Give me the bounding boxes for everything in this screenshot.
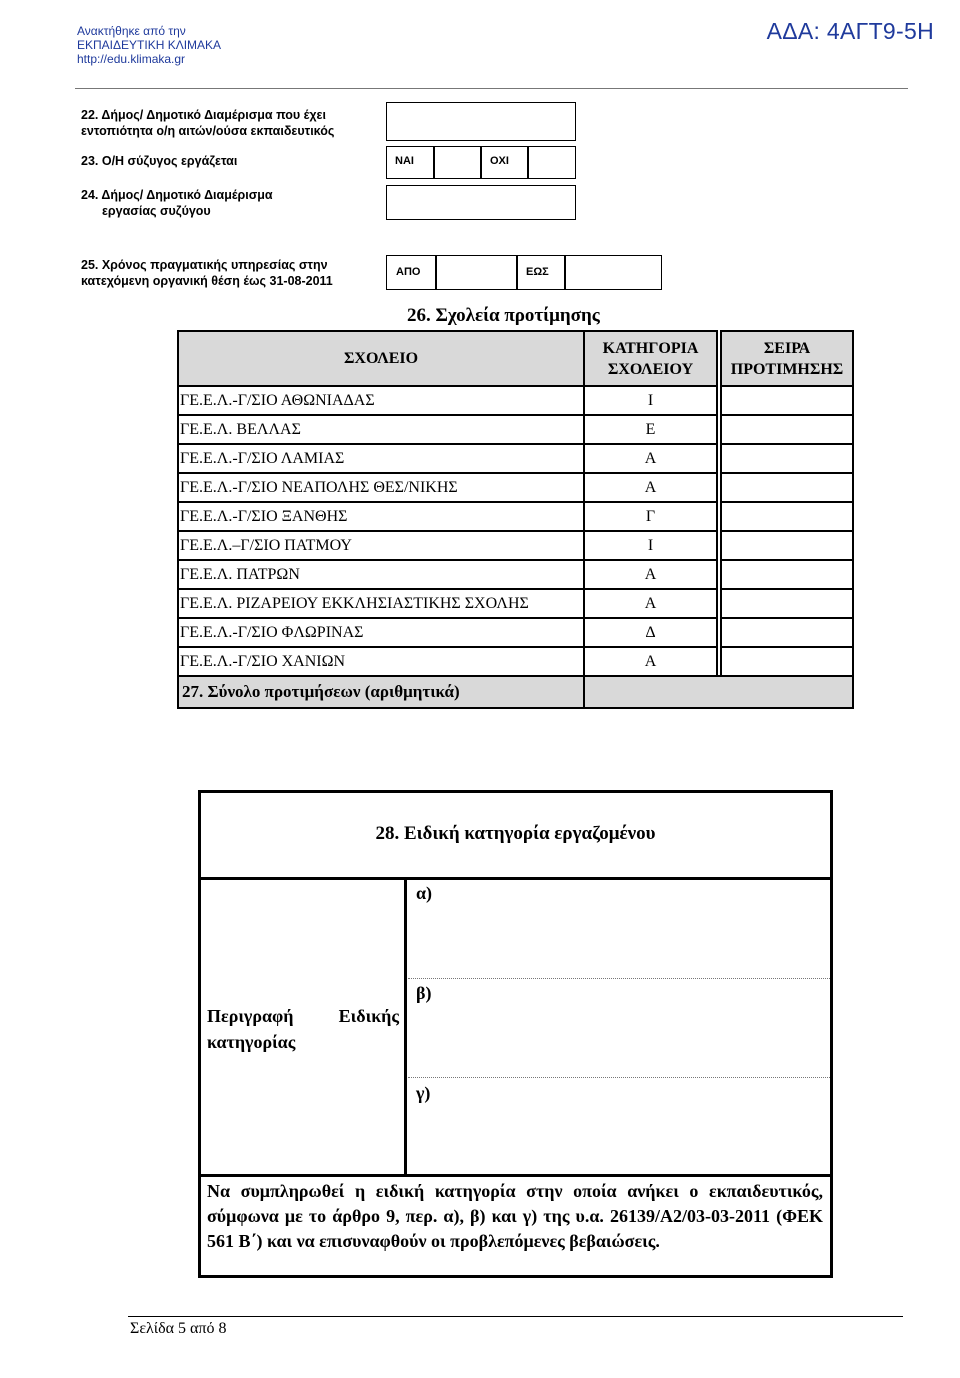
page-number: Σελίδα 5 από 8: [130, 1320, 227, 1337]
table-row: [178, 444, 853, 473]
q22-label: [81, 107, 334, 139]
q23-options: [386, 146, 576, 179]
item-a-input[interactable]: [410, 905, 828, 975]
col-school-header: ΣΧΟΛΕΙΟ: [178, 331, 584, 386]
col-category-header: [584, 331, 717, 386]
col-category-line: ΚΑΤΗΓΟΡΙΑ: [602, 339, 699, 357]
source-line: Ανακτήθηκε από την: [77, 24, 186, 38]
school-name: ΓΕ.Ε.Λ. ΠΑΤΡΩΝ: [178, 560, 584, 589]
school-name: ΓΕ.Ε.Λ. ΡΙΖΑΡΕΙΟΥ ΕΚΚΛΗΣΙΑΣΤΙΚΗΣ ΣΧΟΛΗΣ: [178, 589, 584, 618]
footer-divider: [128, 1316, 903, 1317]
total-value-cell[interactable]: [584, 676, 853, 708]
preference-order-input[interactable]: [721, 560, 853, 589]
cell-divider: [480, 147, 482, 178]
q25-period: [386, 255, 662, 290]
item-divider: [408, 1077, 830, 1078]
school-category: Γ: [584, 502, 717, 531]
preference-order-input[interactable]: [721, 502, 853, 531]
item-c-input[interactable]: [410, 1105, 828, 1170]
school-category: Δ: [584, 618, 717, 647]
preference-order-input[interactable]: [721, 589, 853, 618]
section26-title: 26. Σχολεία προτίμησης: [407, 305, 600, 326]
table-row: [178, 415, 853, 444]
school-category: Α: [584, 444, 717, 473]
q25-label-line: κατεχόμενη οργανική θέση έως 31-08-2011: [81, 274, 333, 288]
preference-order-input[interactable]: [721, 444, 853, 473]
school-category: Ι: [584, 386, 717, 415]
school-name: ΓΕ.Ε.Λ.-Γ/ΣΙΟ ΑΘΩΝΙΑΔΑΣ: [178, 386, 584, 415]
col-category-line: ΣΧΟΛΕΙΟΥ: [607, 360, 694, 378]
school-category: Α: [584, 647, 717, 676]
q24-label-line: εργασίας συζύγου: [102, 204, 211, 218]
source-notice: [77, 24, 221, 66]
q24-input[interactable]: [386, 185, 576, 220]
preference-order-input[interactable]: [721, 386, 853, 415]
q22-input[interactable]: [386, 102, 576, 141]
school-name: ΓΕ.Ε.Λ.-Γ/ΣΙΟ ΝΕΑΠΟΛΗΣ ΘΕΣ/ΝΙΚΗΣ: [178, 473, 584, 502]
header-divider: [75, 88, 908, 89]
q24-label-line: 24. Δήμος/ Δημοτικό Διαμέρισμα: [81, 188, 273, 202]
source-link[interactable]: http://edu.klimaka.gr: [77, 52, 186, 66]
cell-divider: [516, 256, 518, 289]
table-row: [178, 647, 853, 676]
q23-yes-checkbox[interactable]: [435, 148, 479, 177]
q23-no-label: ΟΧΙ: [490, 155, 509, 167]
preference-order-input[interactable]: [721, 647, 853, 676]
school-name: ΓΕ.Ε.Λ.-Γ/ΣΙΟ ΦΛΩΡΙΝΑΣ: [178, 618, 584, 647]
school-name: ΓΕ.Ε.Λ. ΒΕΛΛΑΣ: [178, 415, 584, 444]
col-order-line: ΠΡΟΤΙΜΗΣΗΣ: [730, 360, 844, 378]
section28-note: Να συμπληρωθεί η ειδική κατηγορία στην οποία ανήκει ο εκπαιδευτικός, σύμφωνα με το άρθρο 9, περ. α), β) και γ) της υ.α. 26139/Α2/03-03-2011 (ΦΕΚ 561 Β΄) και να επισυναφθούν οι προβλεπόμενες βεβαιώσεις.: [207, 1181, 823, 1251]
total-row: [178, 676, 853, 708]
q24-label: [81, 187, 273, 219]
preference-order-input[interactable]: [721, 473, 853, 502]
q22-label-line: εντοπιότητα ο/η αιτών/ούσα εκπαιδευτικός: [81, 124, 335, 138]
preferences-table: [177, 330, 854, 709]
table-row: [178, 531, 853, 560]
source-line: ΕΚΠΑΙΔΕΥΤΙΚΗ ΚΛΙΜΑΚΑ: [77, 38, 222, 52]
table-row: [178, 618, 853, 647]
q23-yes-label: ΝΑΙ: [395, 155, 414, 167]
school-category: Ε: [584, 415, 717, 444]
item-divider: [408, 978, 830, 979]
q25-from-label: ΑΠΟ: [396, 266, 421, 278]
table-row: [178, 560, 853, 589]
school-category: Α: [584, 589, 717, 618]
item-b-input[interactable]: [410, 1005, 828, 1075]
q25-label-line: 25. Χρόνος πραγματικής υπηρεσίας στην: [81, 258, 328, 272]
table-row: [178, 589, 853, 618]
table-row: [178, 386, 853, 415]
school-category: Ι: [584, 531, 717, 560]
item-a-label: α): [416, 883, 433, 903]
col-order-header: [721, 331, 853, 386]
q25-from-input[interactable]: [437, 257, 515, 288]
ada-code: ΑΔΑ: 4ΑΓΤ9-5Η: [766, 18, 934, 44]
q22-label-line: 22. Δήμος/ Δημοτικό Διαμέρισμα που έχει: [81, 108, 326, 122]
q23-label: 23. Ο/Η σύζυγος εργάζεται: [81, 154, 238, 168]
item-c-label: γ): [416, 1083, 431, 1103]
school-name: ΓΕ.Ε.Λ.-Γ/ΣΙΟ ΛΑΜΙΑΣ: [178, 444, 584, 473]
table-header-row: [178, 331, 853, 386]
col-order-line: ΣΕΙΡΑ: [763, 339, 811, 357]
table-row: [178, 502, 853, 531]
q25-to-label: ΕΩΣ: [526, 266, 549, 278]
preference-order-input[interactable]: [721, 618, 853, 647]
total-label: 27. Σύνολο προτιμήσεων (αριθμητικά): [178, 676, 584, 708]
q23-no-checkbox[interactable]: [529, 148, 574, 177]
school-name: ΓΕ.Ε.Λ.–Γ/ΣΙΟ ΠΑΤΜΟΥ: [178, 531, 584, 560]
q25-label: [81, 257, 333, 289]
description-label: Περιγραφή Ειδικής κατηγορίας: [207, 1006, 399, 1052]
school-category: Α: [584, 473, 717, 502]
school-name: ΓΕ.Ε.Λ.-Γ/ΣΙΟ ΧΑΝΙΩΝ: [178, 647, 584, 676]
preference-order-input[interactable]: [721, 531, 853, 560]
section28-title: 28. Ειδική κατηγορία εργαζομένου: [198, 790, 833, 880]
table-row: [178, 473, 853, 502]
item-b-label: β): [416, 983, 432, 1003]
q25-to-input[interactable]: [566, 257, 660, 288]
school-name: ΓΕ.Ε.Λ.-Γ/ΣΙΟ ΞΑΝΘΗΣ: [178, 502, 584, 531]
preference-order-input[interactable]: [721, 415, 853, 444]
school-category: Α: [584, 560, 717, 589]
